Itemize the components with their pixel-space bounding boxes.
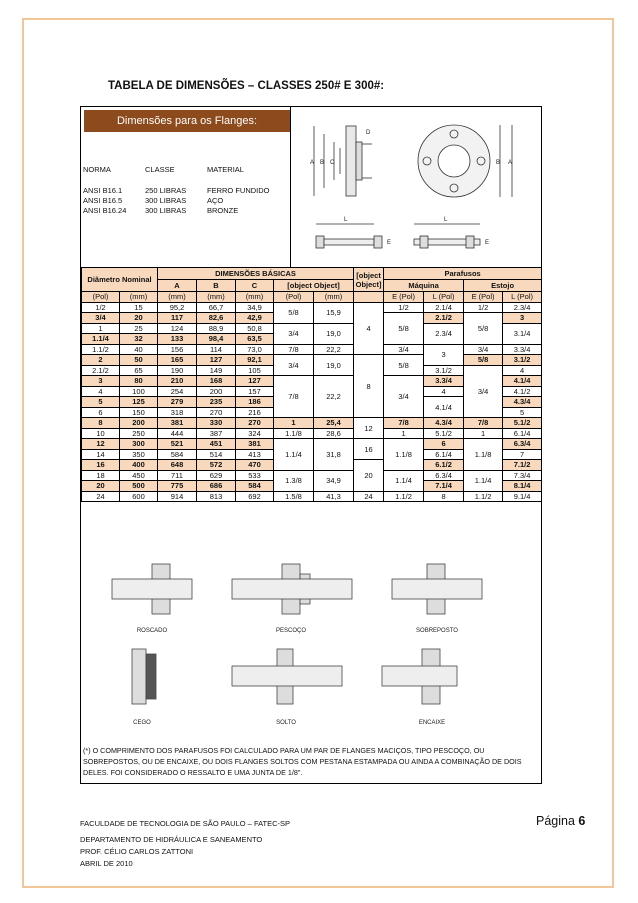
label-e-stud: E [485, 240, 490, 246]
cell: 775 [158, 481, 197, 492]
flange-types-illustrations [82, 554, 540, 739]
subheader: (Pol) [82, 292, 120, 303]
cell: 572 [197, 460, 236, 471]
classe: 250 LIBRAS [145, 186, 187, 195]
cell: 10 [82, 428, 120, 439]
cell-estojo-l: 2.3/4 [503, 302, 542, 313]
table-row [82, 439, 542, 450]
table-row [82, 344, 542, 355]
cell-d-pol: 1.1/8 [274, 428, 314, 439]
cell-maquina-e: 1.1/4 [384, 470, 424, 491]
caption-cego: CEGO [133, 720, 151, 726]
cell: 3 [82, 376, 120, 387]
header-a: A [158, 280, 197, 292]
label-b-front: B [496, 160, 501, 166]
caption-pescoco: PESCOÇO [275, 628, 307, 634]
cell-maquina-l: 3.1/2 [424, 365, 464, 376]
cell: 584 [236, 481, 274, 492]
cell-maquina-l: 3 [424, 344, 464, 365]
table-row [82, 428, 542, 439]
cell: 14 [82, 449, 120, 460]
table-row [82, 355, 542, 366]
cell: 4 [82, 386, 120, 397]
cell: 117 [158, 313, 197, 324]
cell: 1.1/2 [82, 344, 120, 355]
cell-d-mm: 19,0 [314, 355, 354, 376]
cell: 330 [197, 418, 236, 429]
cell-maquina-l: 6.1/4 [424, 449, 464, 460]
label-c: C [330, 160, 335, 166]
cell-d-mm: 22,2 [314, 376, 354, 418]
cell-n: 12 [354, 418, 384, 439]
cell-estojo-l: 7.3/4 [503, 470, 542, 481]
cell-n: 20 [354, 460, 384, 492]
cell: 279 [158, 397, 197, 408]
cell: 521 [158, 439, 197, 450]
header-classe: CLASSE [145, 165, 175, 174]
subheader: E (Pol) [464, 292, 503, 303]
header-c: C [236, 280, 274, 292]
cell-d-pol: 7/8 [274, 344, 314, 355]
cell-d-mm: 25,4 [314, 418, 354, 429]
material-header [83, 165, 297, 175]
cell: 387 [197, 428, 236, 439]
subheader: L (Pol) [503, 292, 542, 303]
header-maquina: Máquina [384, 280, 464, 292]
cell-estojo-l: 4.3/4 [503, 397, 542, 408]
footer-line-3: PROF. CÉLIO CARLOS ZATTONI [80, 847, 194, 856]
cell-estojo-l: 3.3/4 [503, 344, 542, 355]
cell: 40 [120, 344, 158, 355]
cell: 1/2 [82, 302, 120, 313]
cell: 24 [82, 491, 120, 502]
cell-d-mm: 22,2 [314, 344, 354, 355]
cell: 6 [82, 407, 120, 418]
cell-estojo-e: 3/4 [464, 344, 503, 355]
cell-n: 16 [354, 439, 384, 460]
cell: 250 [120, 428, 158, 439]
cell-d-pol: 3/4 [274, 355, 314, 376]
header-estojo: Estojo [464, 280, 542, 292]
cell-maquina-l: 5.1/2 [424, 428, 464, 439]
subheader: (mm) [236, 292, 274, 303]
label-e-machine: E [387, 240, 392, 246]
label-a: A [310, 160, 315, 166]
flange-technical-drawing [294, 114, 540, 272]
cell-estojo-l: 7 [503, 449, 542, 460]
header-n: [object Object] [354, 268, 384, 292]
cell-maquina-e: 3/4 [384, 344, 424, 355]
footer-line-4: ABRIL DE 2010 [80, 859, 133, 868]
cell: 300 [120, 439, 158, 450]
header-parafusos: Parafusos [384, 268, 542, 280]
cell-maquina-e: 1.1/2 [384, 491, 424, 502]
cell-estojo-l: 4.1/2 [503, 386, 542, 397]
cell: 73,0 [236, 344, 274, 355]
cell-estojo-l: 3.1/2 [503, 355, 542, 366]
cell: 3/4 [82, 313, 120, 324]
cell: 470 [236, 460, 274, 471]
cell-estojo-l: 5.1/2 [503, 418, 542, 429]
cell: 914 [158, 491, 197, 502]
cell-n: 4 [354, 302, 384, 355]
cell-d-mm: 41,3 [314, 491, 354, 502]
label-a-front: A [508, 160, 513, 166]
cell: 50 [120, 355, 158, 366]
cell: 584 [158, 449, 197, 460]
norma: ANSI B16.5 [83, 196, 123, 205]
cell: 127 [236, 376, 274, 387]
cell: 381 [158, 418, 197, 429]
label-b: B [320, 160, 325, 166]
cell: 350 [120, 449, 158, 460]
subheader: (mm) [120, 292, 158, 303]
cell-maquina-l: 2.1/4 [424, 302, 464, 313]
cell: 92,1 [236, 355, 274, 366]
cell: 105 [236, 365, 274, 376]
table-row [82, 491, 542, 502]
cell: 15 [120, 302, 158, 313]
flange-banner: Dimensões para os Flanges: [84, 110, 290, 132]
cell-maquina-l: 4.1/4 [424, 397, 464, 418]
cell-maquina-e: 3/4 [384, 376, 424, 418]
norma: ANSI B16.1 [83, 186, 123, 195]
table-row [82, 470, 542, 481]
table-row [82, 302, 542, 313]
cell-d-pol: 1.3/8 [274, 470, 314, 491]
footer [80, 818, 290, 870]
subheader: (mm) [197, 292, 236, 303]
cell: 216 [236, 407, 274, 418]
cell: 1.1/4 [82, 334, 120, 345]
cell: 1 [82, 323, 120, 334]
header-dimensoes: DIMENSÕES BÁSICAS [158, 268, 354, 280]
subheader: E (Pol) [384, 292, 424, 303]
cell: 12 [82, 439, 120, 450]
cell: 8 [82, 418, 120, 429]
cell-n: 24 [354, 491, 384, 502]
page-number [536, 814, 585, 828]
cell-d-mm: 34,9 [314, 470, 354, 491]
cell: 95,2 [158, 302, 197, 313]
cell-estojo-e: 1 [464, 428, 503, 439]
cell-maquina-l: 6 [424, 439, 464, 450]
cell: 400 [120, 460, 158, 471]
cell-estojo-l: 8.1/4 [503, 481, 542, 492]
cell: 32 [120, 334, 158, 345]
caption-roscado: ROSCADO [136, 628, 168, 634]
cell: 813 [197, 491, 236, 502]
cell: 533 [236, 470, 274, 481]
cell-maquina-l: 6.3/4 [424, 470, 464, 481]
cell: 34,9 [236, 302, 274, 313]
header-norma: NORMA [83, 165, 111, 174]
cell: 200 [120, 418, 158, 429]
cell-d-pol: 5/8 [274, 302, 314, 323]
cell: 133 [158, 334, 197, 345]
cell-estojo-l: 6.3/4 [503, 439, 542, 450]
cell-estojo-l: 3 [503, 313, 542, 324]
cell-estojo-l: 7.1/2 [503, 460, 542, 471]
cell: 318 [158, 407, 197, 418]
cell: 324 [236, 428, 274, 439]
cell-maquina-l: 4 [424, 386, 464, 397]
cell: 114 [197, 344, 236, 355]
cell-estojo-e: 5/8 [464, 313, 503, 345]
cell: 451 [197, 439, 236, 450]
cell: 270 [236, 418, 274, 429]
cell: 25 [120, 323, 158, 334]
cell-maquina-e: 1.1/8 [384, 439, 424, 471]
cell-maquina-l: 2.3/4 [424, 323, 464, 344]
cell: 127 [197, 355, 236, 366]
cell-d-mm: 28,6 [314, 428, 354, 439]
cell-maquina-l: 2.1/2 [424, 313, 464, 324]
cell: 63,5 [236, 334, 274, 345]
footer-line-2: DEPARTAMENTO DE HIDRÁULICA E SANEAMENTO [80, 835, 263, 844]
cell: 254 [158, 386, 197, 397]
cell: 50,8 [236, 323, 274, 334]
cell: 413 [236, 449, 274, 460]
caption-solto: SOLTO [276, 720, 296, 726]
cell: 711 [158, 470, 197, 481]
footer-line-1: FACULDADE DE TECNOLOGIA DE SÃO PAULO – FATEC-SP [80, 819, 291, 828]
dimension-sheet [80, 106, 542, 784]
label-l-machine: L [344, 217, 348, 223]
cell: 80 [120, 376, 158, 387]
cell-maquina-e: 5/8 [384, 355, 424, 376]
cell-maquina-e: 5/8 [384, 313, 424, 345]
cell-d-pol: 1.1/4 [274, 439, 314, 471]
table-row [82, 418, 542, 429]
header-b: B [197, 280, 236, 292]
cell: 168 [197, 376, 236, 387]
cell: 66,7 [197, 302, 236, 313]
cell: 165 [158, 355, 197, 366]
norma: ANSI B16.24 [83, 206, 127, 215]
label-l-stud: L [444, 217, 448, 223]
cell-estojo-e: 1.1/4 [464, 470, 503, 491]
cell: 157 [236, 386, 274, 397]
subheader-n [354, 292, 384, 303]
material-row [83, 206, 297, 216]
caption-encaixe: ENCAIXE [418, 720, 446, 726]
cell: 600 [120, 491, 158, 502]
material: BRONZE [207, 206, 239, 215]
material-list [83, 165, 297, 216]
cell: 149 [197, 365, 236, 376]
cell-d-pol: 3/4 [274, 323, 314, 344]
cell: 186 [236, 397, 274, 408]
caption-sobreposto: SOBREPOSTO [416, 628, 458, 634]
cell: 125 [120, 397, 158, 408]
cell-maquina-e: 1 [384, 428, 424, 439]
cell: 150 [120, 407, 158, 418]
cell: 18 [82, 470, 120, 481]
cell-d-mm: 15,9 [314, 302, 354, 323]
cell-estojo-e: 7/8 [464, 418, 503, 429]
cell: 20 [120, 313, 158, 324]
subheader: (mm) [314, 292, 354, 303]
classe: 300 LIBRAS [145, 196, 187, 205]
footnote: (*) O COMPRIMENTO DOS PARAFUSOS FOI CALCULADO PARA UM PAR DE FLANGES MACIÇOS, TIPO PESCOÇO, OU SOBREPOSTOS, OU DE ENCAIXE, OU DOIS FLANGES SOLTOS COM PESTANA ESTAMPADA OU AINDA A COMBINAÇÃO DE DOIS DELES. FOI CONSIDERADO O RESSALTO E UMA JUNTA DE 1/8". [83, 746, 522, 777]
cell-estojo-l: 5 [503, 407, 542, 418]
cell-n: 8 [354, 355, 384, 418]
cell-estojo-l: 3.1/4 [503, 323, 542, 344]
cell: 190 [158, 365, 197, 376]
cell: 2 [82, 355, 120, 366]
cell-maquina-l: 3.3/4 [424, 376, 464, 387]
cell-maquina-l: 8 [424, 491, 464, 502]
dimension-table [81, 267, 542, 502]
cell-d-pol: 1.5/8 [274, 491, 314, 502]
header-diametro: Diâmetro Nominal [82, 268, 158, 292]
header-material: MATERIAL [207, 165, 244, 174]
subheader: (Pol) [274, 292, 314, 303]
material-row [83, 186, 297, 196]
cell-d-pol: 1 [274, 418, 314, 429]
cell: 200 [197, 386, 236, 397]
subheader: L (Pol) [424, 292, 464, 303]
cell: 65 [120, 365, 158, 376]
cell: 692 [236, 491, 274, 502]
cell: 124 [158, 323, 197, 334]
cell: 514 [197, 449, 236, 460]
cell-estojo-e: 3/4 [464, 365, 503, 418]
cell: 648 [158, 460, 197, 471]
material-row [83, 196, 297, 206]
cell: 2.1/2 [82, 365, 120, 376]
cell-estojo-l: 4 [503, 365, 542, 376]
cell-estojo-l: 6.1/4 [503, 428, 542, 439]
cell: 450 [120, 470, 158, 481]
label-d: D [366, 130, 371, 136]
cell: 42,9 [236, 313, 274, 324]
cell: 210 [158, 376, 197, 387]
header-d: [object Object] [274, 280, 354, 292]
classe: 300 LIBRAS [145, 206, 187, 215]
cell-maquina-e: 7/8 [384, 418, 424, 429]
cell: 629 [197, 470, 236, 481]
cell-maquina-l: 6.1/2 [424, 460, 464, 471]
cell: 88,9 [197, 323, 236, 334]
cell-estojo-l: 9.1/4 [503, 491, 542, 502]
cell-maquina-l: 4.3/4 [424, 418, 464, 429]
subheader: (mm) [158, 292, 197, 303]
page-number-value: 6 [578, 814, 586, 828]
cell-estojo-e: 1.1/8 [464, 439, 503, 471]
cell-estojo-l: 4.1/4 [503, 376, 542, 387]
material: AÇO [207, 196, 224, 205]
page-title: TABELA DE DIMENSÕES – CLASSES 250# E 300#: [108, 80, 385, 92]
cell: 444 [158, 428, 197, 439]
cell: 100 [120, 386, 158, 397]
cell: 82,6 [197, 313, 236, 324]
cell: 156 [158, 344, 197, 355]
cell-estojo-e: 5/8 [464, 355, 503, 366]
cell: 5 [82, 397, 120, 408]
cell: 98,4 [197, 334, 236, 345]
cell-d-mm: 19,0 [314, 323, 354, 344]
cell: 500 [120, 481, 158, 492]
cell-d-mm: 31,8 [314, 439, 354, 471]
cell-maquina-l: 7.1/4 [424, 481, 464, 492]
cell: 20 [82, 481, 120, 492]
cell-estojo-e: 1/2 [464, 302, 503, 313]
cell: 686 [197, 481, 236, 492]
cell-maquina-e: 1/2 [384, 302, 424, 313]
material: FERRO FUNDIDO [207, 186, 270, 195]
cell: 16 [82, 460, 120, 471]
cell: 235 [197, 397, 236, 408]
cell: 381 [236, 439, 274, 450]
cell-estojo-e: 1.1/2 [464, 491, 503, 502]
page-label: Página [536, 814, 575, 828]
cell: 270 [197, 407, 236, 418]
cell-d-pol: 7/8 [274, 376, 314, 418]
